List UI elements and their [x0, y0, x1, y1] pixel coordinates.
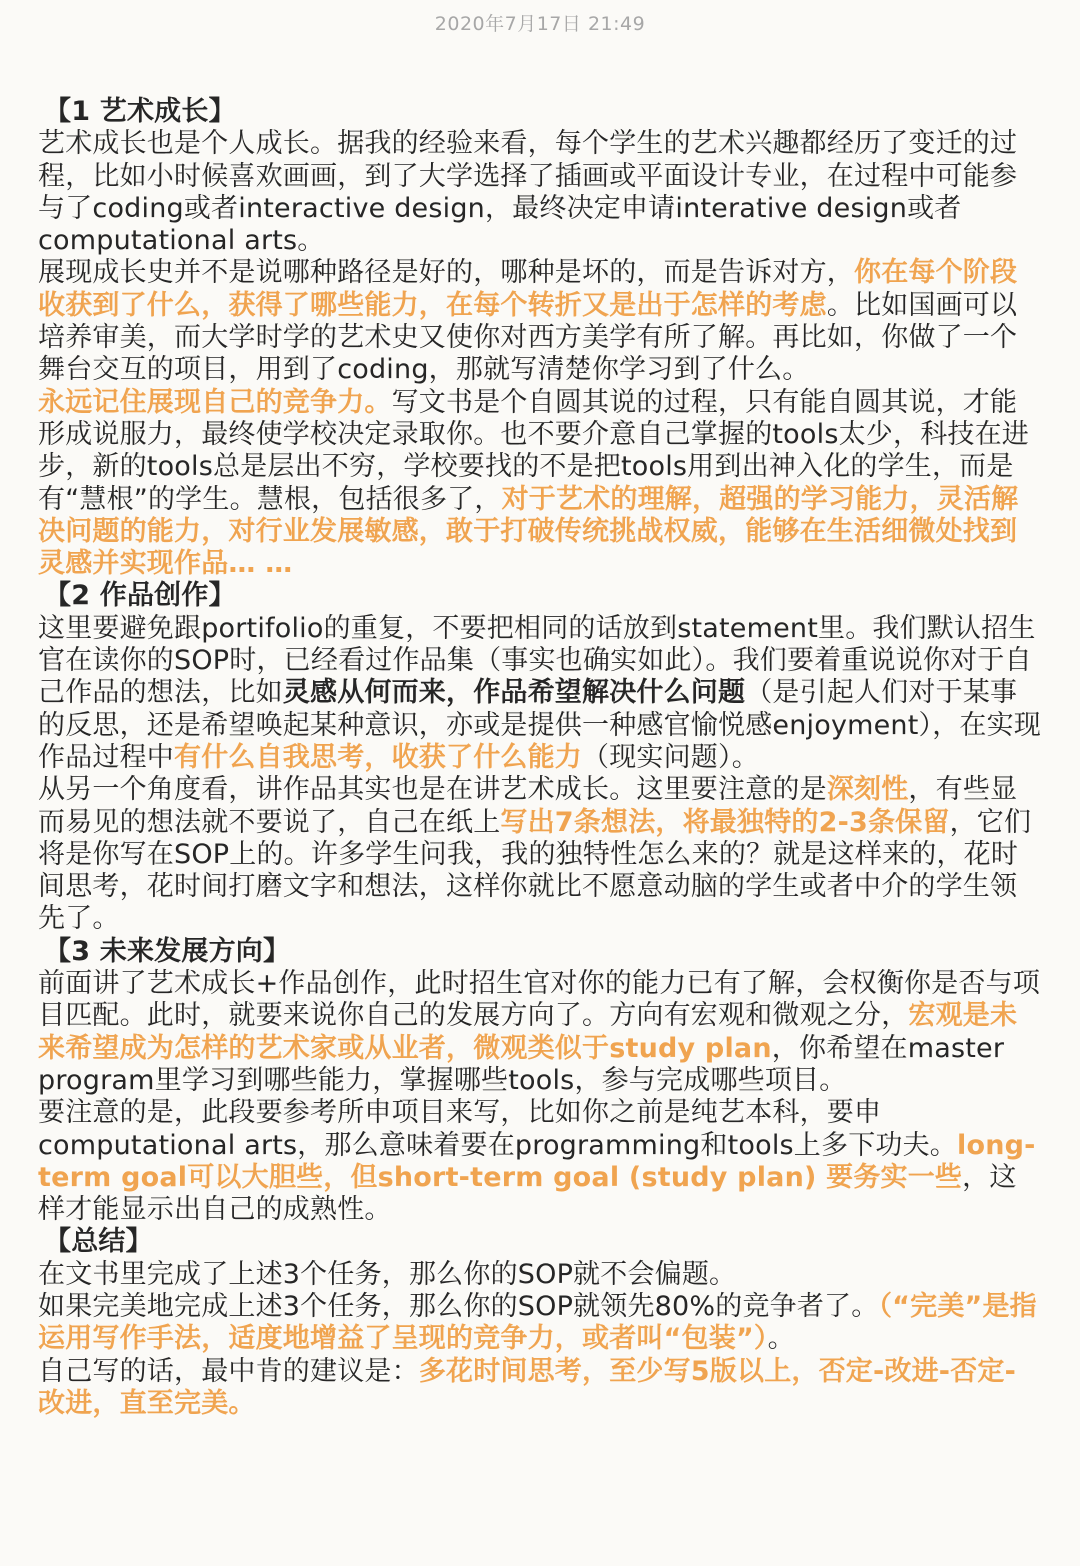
text-run: 如果完美地完成上述3个任务，那么你的SOP就领先80%的竞争者了。 [38, 1290, 879, 1322]
section-future-direction [38, 936, 1042, 1227]
text-run: ，这样才能显示出自己的成熟性。 [38, 1161, 1017, 1226]
text-run: （现实问题）。 [582, 741, 759, 773]
text-run: ，你希望在master program里学习到哪些能力，掌握哪些tools，参与完成哪些项目。 [38, 1032, 1005, 1096]
highlight-text: 有什么自我思考，收获了什么能力 [174, 741, 582, 773]
section-work-creation [38, 580, 1042, 935]
highlight-text: 你在每个阶段收获到了什么，获得了哪些能力，在每个转折又是出于怎样的考虑 [38, 257, 1018, 321]
section-heading: 【总结】 [44, 1226, 153, 1258]
text-run: 写文书是个自圆其说的过程，只有能自圆其说，才能形成说服力，最终使学校决定录取你。也不要介意自己掌握的tools太少，科技在进步，新的tools总是层出不穷，学校要找的不是把tools用到出神入化的学生，而是有“慧根”的学生。慧根，包括很多了， [38, 386, 1029, 515]
text-run: ，有些显而易见的想法就不要说了，自己在纸上 [38, 774, 1018, 838]
text-run: （是引起人们对于某事的反思，还是希望唤起某种意识，亦或是提供一种感官愉悦感enjoyment），在实现作品过程中 [38, 677, 1042, 773]
text-run: 。比如国画可以培养审美，而大学时学的艺术史又使你对西方美学有所了解。再比如，你做了一个舞台交互的项目，用到了coding，那就写清楚你学习到了什么。 [38, 289, 1018, 386]
highlight-text: 多花时间思考，至少写5版以上，否定-改进-否定-改进，直至完美。 [38, 1355, 1017, 1419]
paragraph [38, 387, 1042, 581]
highlight-text: 宏观是未来希望成为怎样的艺术家或从业者，微观类似于study plan [38, 1000, 1018, 1064]
paragraph [38, 1356, 1042, 1421]
section-heading: 【1 艺术成长】 [44, 96, 236, 127]
note-body[interactable] [38, 96, 1042, 1420]
bold-text: 灵感从何而来，作品希望解决什么问题 [282, 677, 746, 709]
text-run: 要注意的是，此段要参考所申项目来写，比如你之前是纯艺本科，要申computational arts，那么意味着要在programming和tools上多下功夫。 [38, 1097, 957, 1161]
paragraph [38, 1259, 1042, 1291]
highlight-text: 对于艺术的理解，超强的学习能力，灵活解决问题的能力，对行业发展敏感，敢于打破传统挑战权威，能够在生活细微处找到灵感并实现作品… … [38, 483, 1019, 580]
text-run: 这里要避免跟portifolio的重复，不要把相同的话放到statement里。我们默认招生官在读你的SOP时，已经看过作品集（事实也确实如此）。我们要着重说说你对于自己作品的想法，比如 [38, 612, 1036, 709]
highlight-text: 永远记住展现自己的竞争力。 [38, 386, 392, 418]
text-run: 前面讲了艺术成长+作品创作，此时招生官对你的能力已有了解，会权衡你是否与项目匹配。此时，就要来说你自己的发展方向了。方向有宏观和微观之分， [38, 968, 1041, 1032]
paragraph [38, 1097, 1042, 1226]
section-heading: 【3 未来发展方向】 [44, 935, 291, 967]
highlight-text: （“完美”是指运用写作手法，适度地增益了呈现的竞争力，或者叫“包装”） [38, 1290, 1037, 1355]
paragraph [38, 1291, 1042, 1356]
section-heading: 【2 作品创作】 [44, 580, 236, 612]
highlight-text: 深刻性 [826, 774, 909, 806]
text-run: ，它们将是你写在SOP上的。许多学生问我，我的独特性怎么来的？就是这样来的，花时间思考，花时间打磨文字和想法，这样你就比不愿意动脑的学生或者中介的学生领先了。 [38, 806, 1032, 935]
paragraph [38, 257, 1042, 386]
paragraph [38, 613, 1042, 774]
highlight-text: 写出7条想法，将最独特的2-3条保留 [500, 806, 950, 838]
section-summary [38, 1226, 1042, 1420]
text-run: 自己写的话，最中肯的建议是： [38, 1355, 419, 1387]
text-run: 。 [767, 1323, 795, 1355]
paragraph [38, 128, 1042, 257]
note-timestamp: 2020年7月17日 21:49 [434, 13, 646, 35]
text-run: 艺术成长也是个人成长。据我的经验来看，每个学生的艺术兴趣都经历了变迁的过程，比如小时候喜欢画画，到了大学选择了插画或平面设计专业，在过程中可能参与了coding或者interactive design，最终决定申请interative design或者computational arts。 [38, 128, 1018, 257]
text-run: 展现成长史并不是说哪种路径是好的，哪种是坏的，而是告诉对方， [38, 257, 854, 289]
paragraph [38, 774, 1042, 935]
section-art-growth [38, 96, 1042, 580]
text-run: 从另一个角度看，讲作品其实也是在讲艺术成长。这里要注意的是 [38, 774, 827, 806]
highlight-text: long-term goal可以大胆些，但short-term goal (study plan) 要务实一些 [38, 1129, 1036, 1193]
paragraph [38, 968, 1042, 1097]
text-run: 在文书里完成了上述3个任务，那么你的SOP就不会偏题。 [38, 1258, 737, 1290]
